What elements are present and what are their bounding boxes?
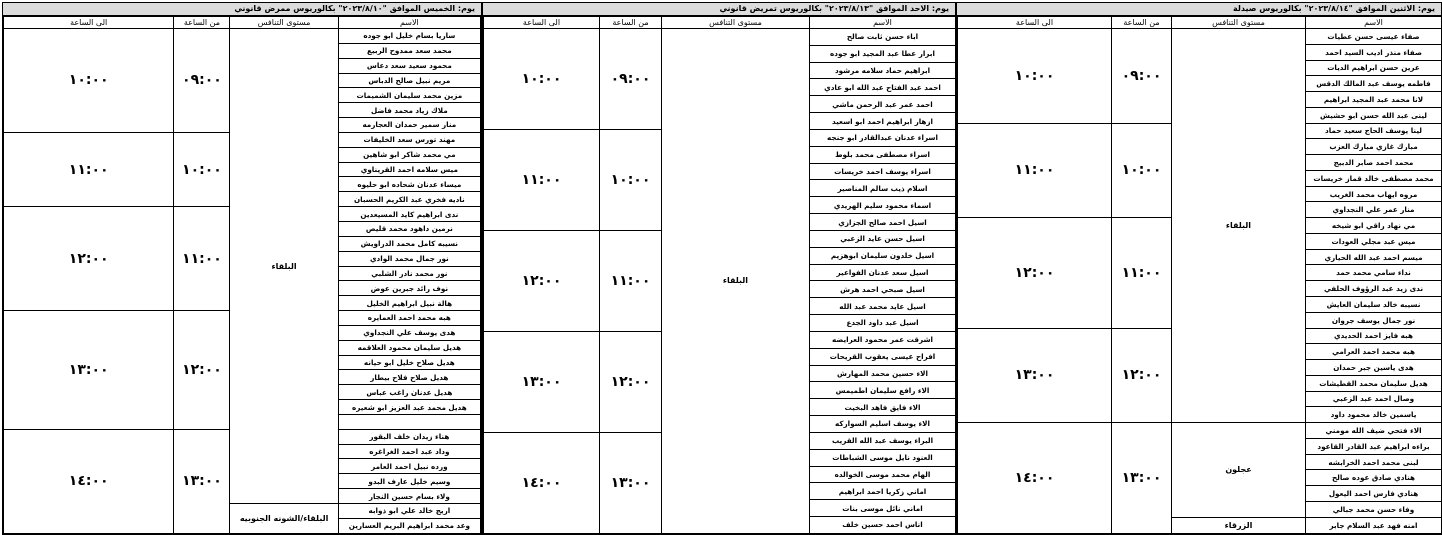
panel-title: يوم: الخميس الموافق "٢٠٢٣/٨/١٠" بكالوريوس ممرض قانوني bbox=[3, 3, 481, 16]
student-name: اسيل حسن عايد الزعبي bbox=[810, 230, 956, 247]
time-from: ١٠:٠٠ bbox=[1112, 123, 1172, 218]
header-from: من الساعة bbox=[174, 17, 230, 29]
student-name: اسماء محمود سليم الهريدي bbox=[810, 197, 956, 214]
student-name: ناديه فخري عبد الكريم الحسبان bbox=[338, 192, 480, 207]
student-name: ميساء عدنان شحاده ابو حليوه bbox=[338, 177, 480, 192]
student-name: لبنى محمد احمد الخرابشه bbox=[1306, 454, 1442, 470]
student-name: العنود نايل موسى الشباطات bbox=[810, 449, 956, 466]
competition-level: البلقاء bbox=[1172, 29, 1306, 423]
time-to: ١٣:٠٠ bbox=[484, 331, 600, 432]
time-from: ٠٩:٠٠ bbox=[1112, 29, 1172, 124]
student-name: اسيل سعد عدنان الفواعير bbox=[810, 264, 956, 281]
student-name: محمود سعيد سعد دعاس bbox=[338, 58, 480, 73]
student-name: ميسم احمد عبد الله الحياري bbox=[1306, 249, 1442, 265]
header-level: مستوى التنافس bbox=[230, 17, 338, 29]
time-from: ١١:٠٠ bbox=[600, 230, 662, 331]
student-name: ندى ابراهيم كايد المسيعدين bbox=[338, 207, 480, 222]
student-name: منار سمير حمدان العجارمه bbox=[338, 118, 480, 133]
student-name: نسيبه كامل محمد الدراويش bbox=[338, 236, 480, 251]
student-name: هديل سليمان محمد القطيشات bbox=[1306, 375, 1442, 391]
header-name: الاسم bbox=[810, 17, 956, 29]
table-header-row bbox=[4, 17, 481, 29]
student-name: منار عمر علي النجداوي bbox=[1306, 202, 1442, 218]
student-name: هديل محمد عبد العزيز ابو شعيره bbox=[338, 400, 480, 415]
student-name: هديل سليمان محمود العلاقمه bbox=[338, 340, 480, 355]
student-name: احمد عمر عبد الرحمن ماشي bbox=[810, 96, 956, 113]
student-name: هديل عدنان راغب عباس bbox=[338, 385, 480, 400]
student-name: هبه فايز احمد الحديدي bbox=[1306, 328, 1442, 344]
student-name: اسراء يوسف احمد خريسات bbox=[810, 163, 956, 180]
student-name: ابراهيم حماد سلامه مرشود bbox=[810, 62, 956, 79]
schedule-table bbox=[483, 16, 956, 534]
student-name: هبه محمد احمد العرامي bbox=[1306, 344, 1442, 360]
student-name: اماني زكريا احمد ابراهيم bbox=[810, 483, 956, 500]
header-from: من الساعة bbox=[600, 17, 662, 29]
time-from: ١٠:٠٠ bbox=[174, 132, 230, 206]
student-name: نور محمد نادر الشلبي bbox=[338, 266, 480, 281]
student-name: نرمين داهود محمد قليص bbox=[338, 221, 480, 236]
table-header-row bbox=[958, 17, 1442, 29]
competition-level: البلقاء bbox=[662, 29, 810, 534]
time-to: ١١:٠٠ bbox=[484, 129, 600, 230]
student-name: براءه ابراهيم عبد القادر القاعود bbox=[1306, 438, 1442, 454]
time-from: ١٠:٠٠ bbox=[600, 129, 662, 230]
student-name: هديل صلاح خليل ابو حيانه bbox=[338, 355, 480, 370]
time-to: ١٢:٠٠ bbox=[4, 207, 174, 311]
student-name: وصال احمد عبد الزعبي bbox=[1306, 391, 1442, 407]
student-name: هنادي فارس احمد اليعول bbox=[1306, 486, 1442, 502]
student-name: ندى زيد عبد الرؤوف الحلفي bbox=[1306, 281, 1442, 297]
time-to: ١١:٠٠ bbox=[4, 132, 174, 206]
competition-level: عجلون bbox=[1172, 423, 1306, 518]
student-name: امنه فهد عبد السلام جابر bbox=[1306, 517, 1442, 533]
student-name: اسيل عبد داود الجدع bbox=[810, 315, 956, 332]
student-name: وفاء حسن محمد جبالي bbox=[1306, 501, 1442, 517]
time-from: ١٣:٠٠ bbox=[174, 429, 230, 533]
time-to: ١٢:٠٠ bbox=[484, 230, 600, 331]
student-name: اسيل خلدون سليمان ابوهزيم bbox=[810, 247, 956, 264]
table-row bbox=[958, 29, 1442, 45]
time-to: ١٠:٠٠ bbox=[4, 29, 174, 133]
schedule-table bbox=[957, 16, 1442, 534]
header-to: الى الساعة bbox=[4, 17, 174, 29]
time-from: ٠٩:٠٠ bbox=[174, 29, 230, 133]
student-name: ياسمين خالد محمود داود bbox=[1306, 407, 1442, 423]
student-name: اسيل احمد صالح الجزازي bbox=[810, 214, 956, 231]
student-name: البراء يوسف عبد الله القريب bbox=[810, 432, 956, 449]
header-level: مستوى التنافس bbox=[1172, 17, 1306, 29]
time-to: ١٣:٠٠ bbox=[958, 328, 1112, 423]
schedule-panel-sunday bbox=[482, 2, 956, 535]
time-from: ١٢:٠٠ bbox=[600, 331, 662, 432]
student-name: اسراء مصطفى محمد بلوط bbox=[810, 146, 956, 163]
student-name: صفاء منذر اديب السيد احمد bbox=[1306, 44, 1442, 60]
time-from: ١٢:٠٠ bbox=[1112, 328, 1172, 423]
student-name: الاء فتحي ضيف الله مومني bbox=[1306, 423, 1442, 439]
student-name: وسيم خليل عارف البدو bbox=[338, 474, 480, 489]
time-to: ١٣:٠٠ bbox=[4, 311, 174, 430]
time-to: ١٢:٠٠ bbox=[958, 218, 1112, 328]
competition-level: البلقاء bbox=[230, 29, 338, 504]
time-from: ١٣:٠٠ bbox=[1112, 423, 1172, 533]
schedule-panel-thursday bbox=[2, 2, 482, 535]
panel-title: يوم: الاحد الموافق "٢٠٢٣/٨/١٣" بكالوريوس تمريض قانوني bbox=[483, 3, 955, 16]
student-name: ابرار عطا عبد المجيد ابو جوده bbox=[810, 45, 956, 62]
student-name: اريج خالد علي ابو ذوابه bbox=[338, 504, 480, 519]
student-name: اسراء عدنان عبدالقادر ابو جنجه bbox=[810, 129, 956, 146]
student-name: محمد مصطفى خالد قماز خريسات bbox=[1306, 170, 1442, 186]
student-name: محمد احمد صابر الدبيج bbox=[1306, 155, 1442, 171]
student-name: نور جمال محمد الوادي bbox=[338, 251, 480, 266]
student-name: مروه ايهاب محمد الغريب bbox=[1306, 186, 1442, 202]
header-to: الى الساعة bbox=[958, 17, 1112, 29]
student-name: هدى ياسين جبر حمدان bbox=[1306, 360, 1442, 376]
student-name: لينى عبد الله حسن ابو حشيش bbox=[1306, 107, 1442, 123]
student-name: ساريا بسام خليل ابو جوده bbox=[338, 29, 480, 44]
student-name: الهام محمد موسى الخوالده bbox=[810, 466, 956, 483]
student-name: ورده نبيل احمد العامر bbox=[338, 459, 480, 474]
student-name: نسيبه خالد سليمان العايش bbox=[1306, 297, 1442, 313]
panel-title: يوم: الاثنين الموافق "٢٠٢٣/٨/١٤" بكالوريوس صيدلة bbox=[957, 3, 1441, 16]
student-name: عرين حسن ابراهيم الديات bbox=[1306, 60, 1442, 76]
schedule-table bbox=[3, 16, 481, 534]
student-name: هالة نبيل ابراهيم الخليل bbox=[338, 296, 480, 311]
student-name: اناس احمد حسين خلف bbox=[810, 517, 956, 534]
student-name: ولاء بسام حسين النجار bbox=[338, 489, 480, 504]
student-name: مبارك غازي مبارك العزب bbox=[1306, 139, 1442, 155]
student-name: اسيل عايد محمد عبد الله bbox=[810, 298, 956, 315]
student-name: هبه محمد احمد العمايره bbox=[338, 311, 480, 326]
header-from: من الساعة bbox=[1112, 17, 1172, 29]
student-name: محمد سعد ممدوح الربيع bbox=[338, 43, 480, 58]
student-name: اشرقت عمر محمود العرايضه bbox=[810, 331, 956, 348]
student-name: ميس عبد مجلي العودات bbox=[1306, 233, 1442, 249]
student-name: لينا يوسف الحاج سعيد حماد bbox=[1306, 123, 1442, 139]
time-from: ١١:٠٠ bbox=[174, 207, 230, 311]
table-header-row bbox=[484, 17, 956, 29]
schedule-panel-monday bbox=[956, 2, 1442, 535]
student-name: مهند تورس سعد الخليفات bbox=[338, 132, 480, 147]
table-row bbox=[484, 29, 956, 46]
student-name: احمد عبد الفتاح عبد الله ابو عادي bbox=[810, 79, 956, 96]
student-name: نوف رائد جبرين عوض bbox=[338, 281, 480, 296]
student-name: الاء يوسف اسليم السواركه bbox=[810, 416, 956, 433]
student-name: اسيل صبحي احمد هرش bbox=[810, 281, 956, 298]
header-to: الى الساعة bbox=[484, 17, 600, 29]
student-name: صفاء عيسى حسن عطيات bbox=[1306, 29, 1442, 45]
student-name: مي نهاد راقي ابو شيخه bbox=[1306, 218, 1442, 234]
student-name: هناء زيدان خلف البقور bbox=[338, 429, 480, 444]
student-name: اسلام ذيب سالم المناصير bbox=[810, 180, 956, 197]
time-to: ١٠:٠٠ bbox=[484, 29, 600, 130]
time-from: ١٢:٠٠ bbox=[174, 311, 230, 430]
student-name: الاء حسين محمد المهارش bbox=[810, 365, 956, 382]
student-name: فاطمه يوسف عبد المالك الدقس bbox=[1306, 76, 1442, 92]
student-name: الاء رافع سليمان اطميمس bbox=[810, 382, 956, 399]
competition-level: البلقاء/الشونه الجنوبيه bbox=[230, 504, 338, 534]
student-name: مي محمد شاكر ابو شاهين bbox=[338, 147, 480, 162]
student-name: هنادي صادق عوده صالح bbox=[1306, 470, 1442, 486]
student-name: مريم نبيل صالح الدباس bbox=[338, 73, 480, 88]
student-name: نداء سامي محمد حمد bbox=[1306, 265, 1442, 281]
student-name: افراح عيسى يعقوب القريحات bbox=[810, 348, 956, 365]
time-from: ١٣:٠٠ bbox=[600, 432, 662, 533]
time-from: ١١:٠٠ bbox=[1112, 218, 1172, 328]
student-name: وداد عبد احمد الغراغره bbox=[338, 444, 480, 459]
table-row bbox=[4, 29, 481, 44]
time-from: ٠٩:٠٠ bbox=[600, 29, 662, 130]
time-to: ١١:٠٠ bbox=[958, 123, 1112, 218]
table-row bbox=[958, 423, 1442, 439]
student-name: هدى يوسف علي النجداوي bbox=[338, 325, 480, 340]
student-name: مزين محمد سليمان الشميمات bbox=[338, 88, 480, 103]
student-name: اباء حسن ثابت صالح bbox=[810, 29, 956, 46]
student-name: نور جمال يوسف جروان bbox=[1306, 312, 1442, 328]
header-level: مستوى التنافس bbox=[662, 17, 810, 29]
time-to: ١٤:٠٠ bbox=[484, 432, 600, 533]
header-name: الاسم bbox=[1306, 17, 1442, 29]
time-to: ١٤:٠٠ bbox=[958, 423, 1112, 533]
student-name bbox=[338, 414, 480, 429]
time-to: ١٤:٠٠ bbox=[4, 429, 174, 533]
student-name: ازهار ابراهيم احمد ابو اسعيد bbox=[810, 113, 956, 130]
student-name: ملاك زياد محمد فاضل bbox=[338, 103, 480, 118]
student-name: لانا محمد عبد المجيد ابراهيم bbox=[1306, 92, 1442, 108]
student-name: هديل صلاح فلاح بيطار bbox=[338, 370, 480, 385]
student-name: الاء فايق فاهد البخيت bbox=[810, 399, 956, 416]
competition-level: الزرقاء bbox=[1172, 517, 1306, 533]
header-name: الاسم bbox=[338, 17, 480, 29]
student-name: ميس سلامه احمد القريناوي bbox=[338, 162, 480, 177]
time-to: ١٠:٠٠ bbox=[958, 29, 1112, 124]
student-name: اماني نائل موسى بنات bbox=[810, 500, 956, 517]
student-name: وعد محمد ابراهيم البريم العسارين bbox=[338, 518, 480, 533]
